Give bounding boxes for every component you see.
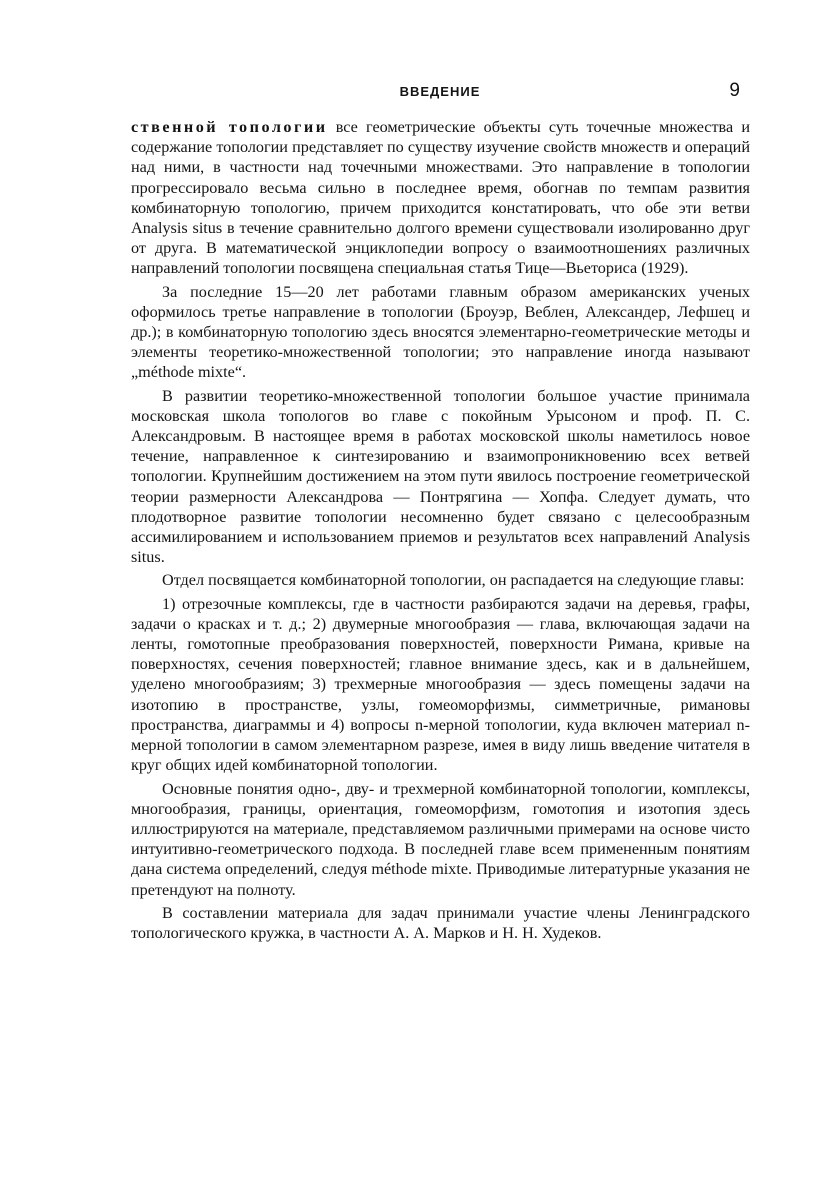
page-header [130,80,750,106]
paragraph-chapter-list: 1) отрезочные комплексы, где в частности разбираются задачи на деревья, графы, задачи о красках и т. д.; 2) двумерные многообразия — глава, включающая задачи на ленты, гомотопные преобразования поверхностей, поверхности Римана, кривые на поверхностях, сечения поверхностей; главное внимание здесь, как и в дальнейшем, уделено многообразиям; 3) трехмерные многообразия — здесь помещены задачи на изотопию в пространстве, узлы, гомеоморфизмы, симметричные, римановы пространства, диаграммы и 4) вопросы n-мерной топологии, куда включен материал n-мерной топологии в самом элементарном разрезе, имея в виду лишь введение читателя в круг общих идей комбинаторной топологии. [131,594,750,775]
paragraph-acknowledgement: В составлении материала для задач принимали участие члены Ленинградского топологического кружка, в частности А. А. Марков и Н. Н. Худеков. [131,903,750,942]
paragraph: Отдел посвящается комбинаторной топологии, он распадается на следующие главы: [162,571,745,590]
paragraph: Основные понятия одно-, дву- и трехмерной комбинаторной топологии, комплексы, многообразия, границы, ориентация, гомеоморфизм, гомотопия и изотопия здесь иллюстрируются на материале, представляемом различными примерами на основе чисто интуитивно-геометрического подхода. В последней главе всем примененным понятиям дана система определений, следуя méthode mixte. Приводимые литературные указания не претендуют на полноту. [131,779,750,899]
paragraph: За последние 15—20 лет работами главным образом американских ученых оформилось третье направление в топологии (Броуэр, Веблен, Александер, Лефшец и др.); в комбинаторную топологию здесь вносятся элементарно-геометрические методы и элементы теоретико-множественной топологии; это направление иногда называют „méthode mixte“. [131,282,750,382]
paragraph: В развитии теоретико-множественной топологии большое участие принимала московская школа топологов во главе с покойным Урысоном и проф. П. С. Александровым. В настоящее время в работах московской школы наметилось новое течение, направленное к синтезированию и взаимопроникновению всех ветвей топологии. Крупнейшим достижением на этом пути явилось построение геометрической теории размерности Александрова — Понтрягина — Хопфа. Следует думать, что плодотворное развитие топологии несомненно будет связано с целесообразным ассимилированием и использованием приемов и результатов всех направлений Analysis situs. [131,386,750,567]
running-title: ВВЕДЕНИЕ [399,84,481,99]
spaced-lead-text: ственной топологии [131,118,328,136]
paragraph-continuation [131,117,750,279]
page-number: 9 [729,80,740,101]
paragraph-text: все геометрические объекты суть точечные множества и содержание топологии представляет по существу изучение свойств множеств и операций над ними, в частности над точечными множествами. Это направление в топологии прогрессировало весьма сильно в последнее время, обогнав по темпам развития комбинаторную топологию, причем приходится констатировать, что обе эти ветви Analysis situs в течение сравнительно долгого времени существовали изолированно друг от друга. В математической энциклопедии вопросу о взаимоотношениях различных направлений топологии посвящена специальная статья Тице—Вьеториса (1929). [131,118,751,278]
body-text [131,117,750,946]
